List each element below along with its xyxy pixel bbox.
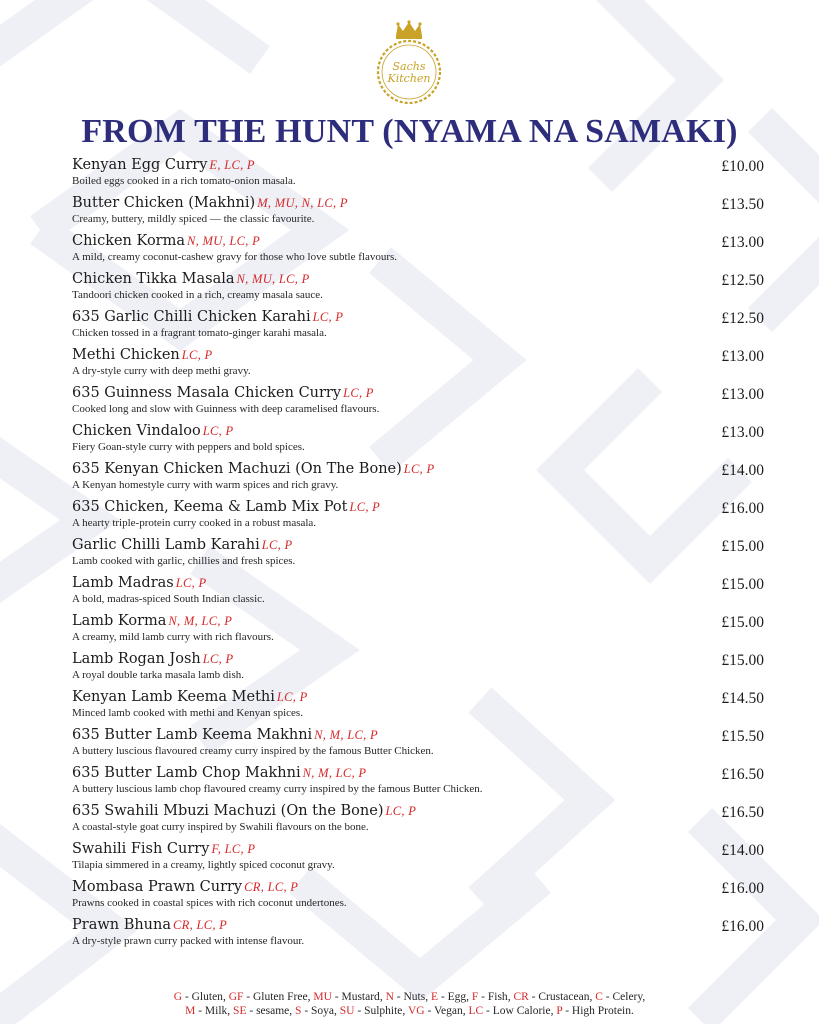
menu-item-description: A royal double tarka masala lamb dish.: [72, 669, 244, 681]
menu-item-title: [72, 195, 764, 212]
menu-item-allergens: N, M, LC, P: [314, 728, 378, 742]
menu-item-title: [72, 423, 764, 440]
menu-item-description: Boiled eggs cooked in a rich tomato-onion masala.: [72, 175, 296, 187]
allergen-legend-line-1: G - Gluten, GF - Gluten Free, MU - Mustard, N - Nuts, E - Egg, F - Fish, CR - Crustacean, C - Celery,: [173, 991, 646, 1003]
menu-item-price: £12.50: [721, 272, 764, 289]
menu-item-description: Tilapia simmered in a creamy, lightly spiced coconut gravy.: [72, 859, 335, 871]
menu-item-allergens: F, LC, P: [211, 842, 256, 856]
menu-item-name: Butter Chicken (Makhni): [72, 195, 256, 211]
logo-text-top: Sachs: [392, 60, 426, 73]
allergen-code: CR: [513, 991, 529, 1003]
menu-item-title: [72, 765, 764, 782]
allergen-code: F: [471, 991, 479, 1003]
menu-item-name: Lamb Korma: [72, 613, 167, 629]
menu-item-description: A mild, creamy coconut-cashew gravy for those who love subtle flavours.: [72, 251, 398, 263]
menu-item-price: £16.00: [721, 880, 764, 897]
menu-item-allergens: LC, P: [385, 804, 417, 818]
menu-item-description: Tandoori chicken cooked in a rich, creamy masala sauce.: [72, 289, 323, 301]
menu-item-description: Prawns cooked in coastal spices with rich coconut undertones.: [72, 897, 347, 909]
menu-item-description: Cooked long and slow with Guinness with deep caramelised flavours.: [72, 403, 380, 415]
allergen-code: SE: [233, 1005, 247, 1017]
allergen-code: E: [430, 991, 438, 1003]
menu-item-title: [72, 841, 764, 858]
menu-item-allergens: LC, P: [276, 690, 308, 704]
menu-item-price: £13.50: [721, 196, 764, 213]
allergen-label: sesame: [256, 1005, 290, 1017]
menu-item-price: £13.00: [721, 348, 764, 365]
menu-item-name: 635 Chicken, Keema & Lamb Mix Pot: [72, 499, 348, 515]
menu-item: [72, 347, 764, 385]
menu-item-price: £15.50: [721, 728, 764, 745]
menu-item-price: £12.50: [721, 310, 764, 327]
menu-item-description: A Kenyan homestyle curry with warm spices and rich gravy.: [72, 479, 339, 491]
menu-item-title: [72, 271, 764, 288]
page-title: FROM THE HUNT (NYAMA NA SAMAKI): [81, 113, 738, 150]
menu-item-name: 635 Butter Lamb Chop Makhni: [72, 765, 301, 781]
menu-item: [72, 537, 764, 575]
menu-item-description: A bold, madras-spiced South Indian classic.: [72, 593, 265, 605]
menu-item-price: £10.00: [721, 158, 764, 175]
menu-item-allergens: N, MU, LC, P: [187, 234, 261, 248]
menu-item-title: [72, 689, 764, 706]
menu-item: [72, 575, 764, 613]
allergen-code: LC: [468, 1005, 484, 1017]
allergen-code: GF: [228, 991, 244, 1003]
crown-icon: [396, 20, 422, 39]
allergen-code: MU: [313, 991, 332, 1003]
menu-item-title: [72, 917, 764, 934]
menu-item-description: Fiery Goan-style curry with peppers and bold spices.: [72, 441, 305, 453]
menu-item: [72, 423, 764, 461]
menu-item: [72, 727, 764, 765]
menu-item-title: [72, 651, 764, 668]
menu-item-title: [72, 461, 764, 478]
menu-item-name: Mombasa Prawn Curry: [72, 879, 243, 895]
menu-item-description: A buttery luscious flavoured creamy curry inspired by the famous Butter Chicken.: [72, 745, 434, 757]
menu-item-allergens: CR, LC, P: [173, 918, 228, 932]
menu-item-name: Prawn Bhuna: [72, 917, 172, 933]
menu-item: [72, 803, 764, 841]
allergen-code: G: [173, 991, 183, 1003]
menu-item-name: Chicken Korma: [72, 233, 186, 249]
menu-item-name: Chicken Vindaloo: [72, 423, 201, 439]
menu-item: [72, 613, 764, 651]
menu-item: [72, 195, 764, 233]
menu-item-title: [72, 727, 764, 744]
menu-item-name: Garlic Chilli Lamb Karahi: [72, 537, 260, 553]
allergen-label: Vegan: [433, 1005, 463, 1017]
menu-item-title: [72, 575, 764, 592]
menu-item-title: [72, 879, 764, 896]
menu-item-price: £16.50: [721, 804, 764, 821]
menu-item-title: [72, 385, 764, 402]
menu-item-description: A dry-style prawn curry packed with intense flavour.: [72, 935, 305, 947]
allergen-label: Fish: [487, 991, 508, 1003]
allergen-label: Crustacean: [538, 991, 590, 1003]
menu-item-allergens: M, MU, N, LC, P: [257, 196, 348, 210]
menu-item-description: A creamy, mild lamb curry with rich flavours.: [72, 631, 274, 643]
menu-item-allergens: N, MU, LC, P: [236, 272, 310, 286]
menu-item-name: 635 Garlic Chilli Chicken Karahi: [72, 309, 311, 325]
menu-item-price: £16.50: [721, 766, 764, 783]
menu-item-allergens: LC, P: [343, 386, 374, 400]
menu-item-name: Kenyan Egg Curry: [72, 157, 208, 173]
allergen-label: Milk: [204, 1005, 228, 1017]
menu-item: [72, 917, 764, 955]
menu-item-allergens: LC, P: [202, 652, 234, 666]
menu-item-allergens: E, LC, P: [209, 158, 255, 172]
menu-item-name: Methi Chicken: [72, 347, 180, 363]
menu-item-description: Minced lamb cooked with methi and Kenyan spices.: [72, 707, 303, 719]
menu-item-title: [72, 309, 764, 326]
menu-item-price: £15.00: [721, 614, 764, 631]
menu-item-allergens: N, M, LC, P: [168, 614, 233, 628]
menu-item-description: A dry-style curry with deep methi gravy.: [72, 365, 251, 377]
menu-item-allergens: CR, LC, P: [244, 880, 299, 894]
menu-item-allergens: N, M, LC, P: [302, 766, 367, 780]
menu-item-name: 635 Swahili Mbuzi Machuzi (On the Bone): [72, 803, 384, 819]
menu-item: [72, 879, 764, 917]
menu-item-price: £13.00: [721, 386, 764, 403]
menu-item-price: £14.00: [721, 462, 764, 479]
menu-item: [72, 689, 764, 727]
menu-item-name: Swahili Fish Curry: [72, 841, 210, 857]
menu-item-price: £14.50: [721, 690, 764, 707]
allergen-code: N: [385, 991, 394, 1003]
menu-item-price: £15.00: [721, 652, 764, 669]
menu-item-price: £15.00: [721, 576, 764, 593]
allergen-code: VG: [407, 1005, 425, 1017]
menu-item-price: £13.00: [721, 234, 764, 251]
menu-item-price: £13.00: [721, 424, 764, 441]
menu-item-title: [72, 613, 764, 630]
menu-item: [72, 499, 764, 537]
menu-item: [72, 841, 764, 879]
allergen-label: Gluten: [191, 991, 223, 1003]
menu-item-name: 635 Butter Lamb Keema Makhni: [72, 727, 313, 743]
logo-text-bottom: Kitchen: [387, 72, 431, 85]
menu-item-name: Kenyan Lamb Keema Methi: [72, 689, 275, 705]
menu-item-description: Creamy, buttery, mildly spiced — the classic favourite.: [72, 213, 315, 225]
menu-item: [72, 157, 764, 195]
menu-item-description: A coastal-style goat curry inspired by Swahili flavours on the bone.: [72, 821, 369, 833]
menu-item-price: £16.00: [721, 500, 764, 517]
allergen-label: Gluten Free: [252, 991, 308, 1003]
menu-item-description: Lamb cooked with garlic, chillies and fresh spices.: [72, 555, 296, 567]
menu-item-price: £14.00: [721, 842, 764, 859]
menu-item-title: [72, 499, 764, 516]
menu-item-allergens: LC, P: [202, 424, 234, 438]
allergen-code: M: [185, 1005, 196, 1017]
menu-item-title: [72, 233, 764, 250]
menu-item: [72, 233, 764, 271]
allergen-label: Egg: [447, 991, 467, 1003]
allergen-label: Soya: [311, 1005, 335, 1017]
menu-list: [72, 157, 764, 955]
menu-item-price: £16.00: [721, 918, 764, 935]
menu-item: [72, 385, 764, 423]
menu-item-title: [72, 347, 764, 364]
brand-logo: [368, 20, 450, 106]
allergen-code: S: [295, 1005, 302, 1017]
menu-item-description: Chicken tossed in a fragrant tomato-ginger karahi masala.: [72, 327, 327, 339]
menu-item-allergens: LC, P: [261, 538, 293, 552]
menu-item-title: [72, 157, 764, 174]
menu-item: [72, 765, 764, 803]
menu-item-allergens: LC, P: [403, 462, 435, 476]
allergen-code: C: [595, 991, 603, 1003]
menu-item-title: [72, 803, 764, 820]
menu-item-name: Lamb Madras: [72, 575, 174, 591]
allergen-code: P: [556, 1005, 563, 1017]
menu-item-description: A buttery luscious lamb chop flavoured creamy curry inspired by the famous Butter Chicken.: [72, 783, 483, 795]
menu-item-allergens: LC, P: [349, 500, 381, 514]
allergen-label: Celery: [612, 991, 643, 1003]
menu-item: [72, 309, 764, 347]
menu-item-name: 635 Guinness Masala Chicken Curry: [72, 385, 342, 401]
menu-item-allergens: LC, P: [312, 310, 344, 324]
allergen-label: Mustard: [341, 991, 380, 1003]
allergen-label: High Protein: [571, 1005, 632, 1017]
menu-item-name: Lamb Rogan Josh: [72, 651, 201, 667]
menu-item-title: [72, 537, 764, 554]
menu-item-allergens: LC, P: [175, 576, 207, 590]
menu-item-name: 635 Kenyan Chicken Machuzi (On The Bone): [72, 461, 402, 477]
allergen-label: Sulphite: [364, 1005, 403, 1017]
allergen-label: Nuts: [403, 991, 426, 1003]
menu-item-allergens: LC, P: [181, 348, 213, 362]
menu-item-price: £15.00: [721, 538, 764, 555]
allergen-legend: [0, 990, 819, 1018]
menu-item-name: Chicken Tikka Masala: [72, 271, 235, 287]
allergen-label: Low Calorie: [492, 1005, 551, 1017]
menu-item: [72, 271, 764, 309]
menu-item: [72, 461, 764, 499]
allergen-code: SU: [339, 1005, 355, 1017]
menu-item: [72, 651, 764, 689]
allergen-legend-line-2: M - Milk, SE - sesame, S - Soya, SU - Sulphite, VG - Vegan, LC - Low Calorie, P - High Protein.: [185, 1005, 634, 1017]
menu-item-description: A hearty triple-protein curry cooked in a robust masala.: [72, 517, 317, 529]
